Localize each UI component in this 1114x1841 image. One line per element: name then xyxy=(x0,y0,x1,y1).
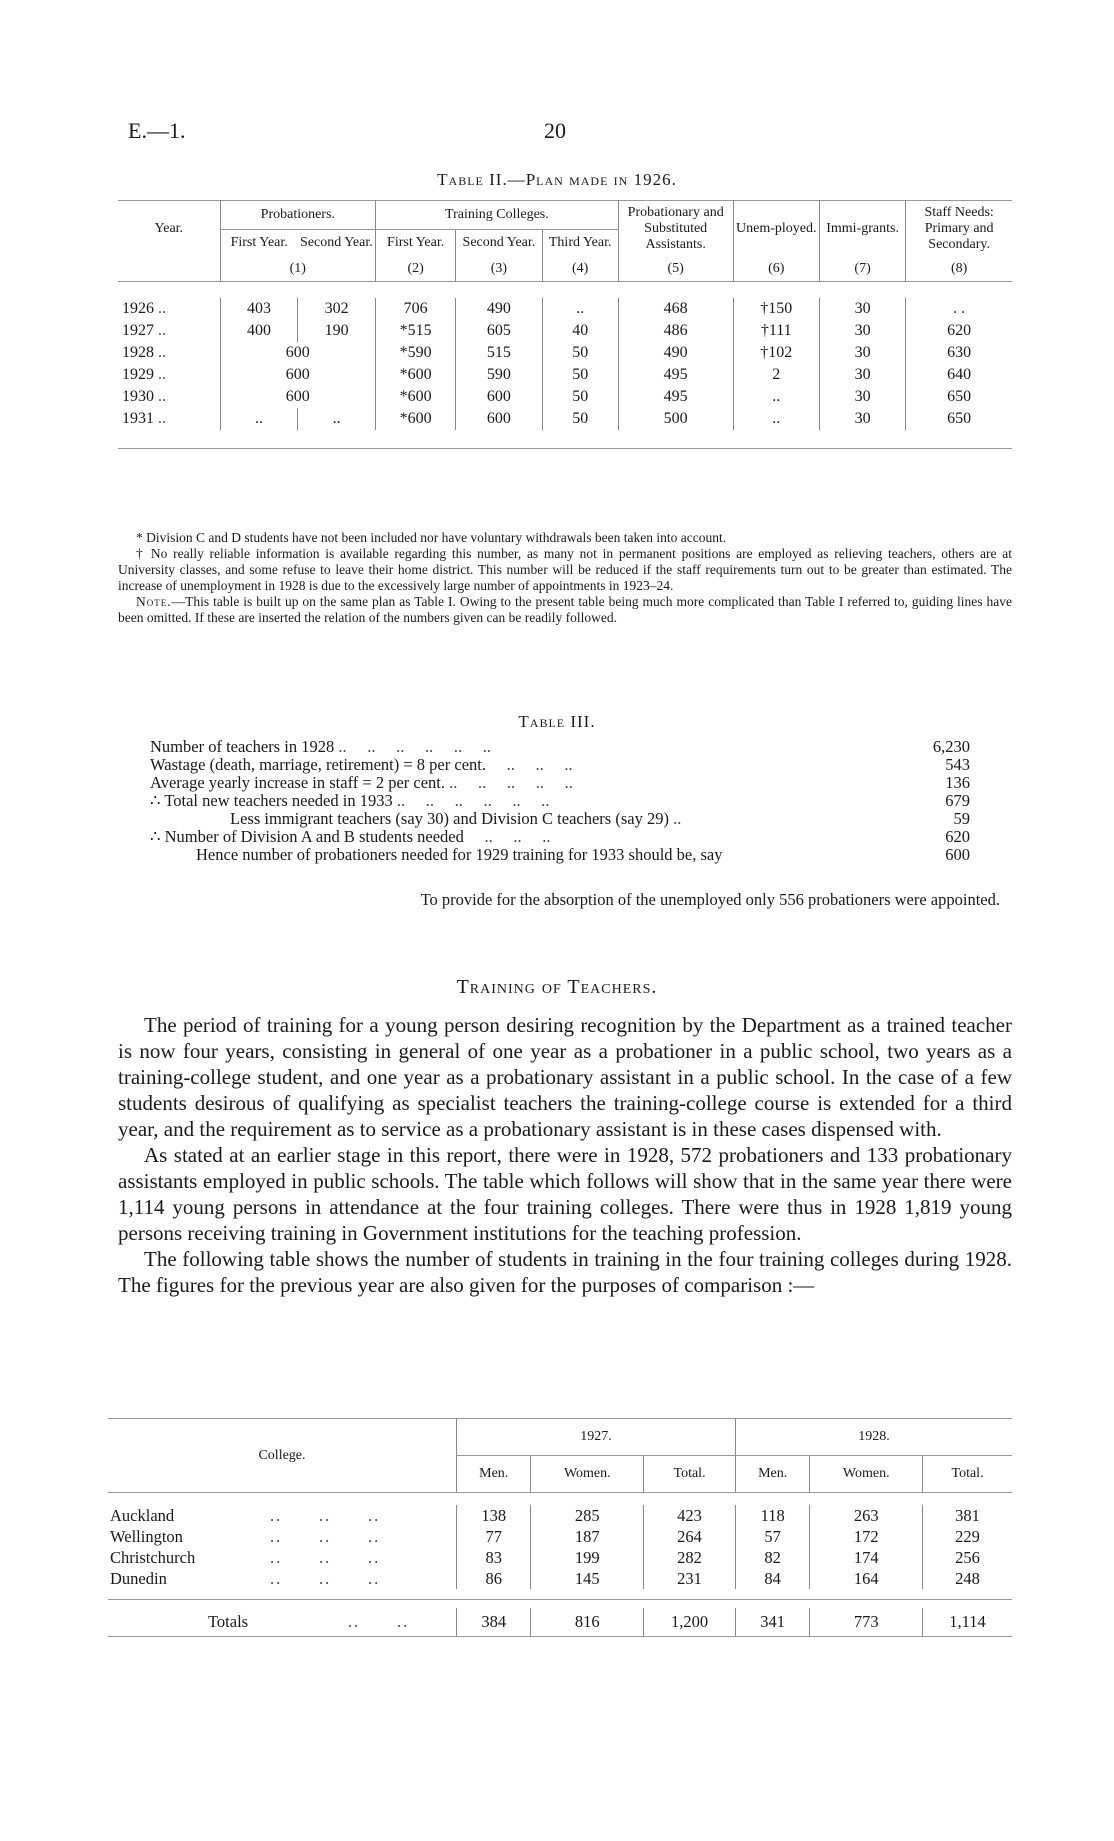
num-5: (5) xyxy=(618,257,733,282)
table-row: 1931 .. .. .. *600 600 50 500 .. 30 650 xyxy=(118,408,1012,430)
col-prob-second-year: Second Year. xyxy=(300,235,373,251)
num-7: (7) xyxy=(819,257,905,282)
group-1928: 1928. xyxy=(735,1419,1012,1456)
section-heading: Training of Teachers. xyxy=(456,976,658,998)
paragraph-3: The following table shows the number of students in training in the four training colleges during 1928. The figures for the previous year are also given for the purposes of comparison :— xyxy=(118,1247,1012,1297)
col-prob-first-year: First Year. xyxy=(220,229,298,257)
college-table xyxy=(108,1418,1012,1637)
table3-line: Less immigrant teachers (say 30) and Division C teachers (say 29) .. 59 xyxy=(230,809,970,828)
table2-notes xyxy=(118,530,1012,626)
table-row: 1926 .. 403 302 706 490 .. 468 †150 30 . . xyxy=(118,298,1012,320)
table2 xyxy=(118,200,1012,449)
table-row: Christchurch .. .. .. 83 199 282 82 174 256 xyxy=(108,1547,1012,1568)
col-immigrants: Immi-grants. xyxy=(819,201,905,258)
col-men-1928: Men. xyxy=(735,1456,809,1493)
table3 xyxy=(150,738,1000,864)
table-row: Auckland .. .. .. 138 285 423 118 263 381 xyxy=(108,1505,1012,1526)
col-college: College. xyxy=(258,1447,306,1463)
table3-line: ∴ Number of Division A and B students needed .. .. .. 620 xyxy=(150,827,970,846)
num-1: (1) xyxy=(220,257,375,282)
note-general: Note.—This table is built up on the same plan as Table I. Owing to the present table being much more complicated than Table I referred to, guiding lines have been omitted. If these are inserted the relation of the numbers given can be readily followed. xyxy=(118,594,1012,625)
num-3: (3) xyxy=(456,257,542,282)
table3-line: ∴ Total new teachers needed in 1933 .. .. .. .. .. .. 679 xyxy=(150,791,970,810)
num-2: (2) xyxy=(376,257,456,282)
table-row: Wellington .. .. .. 77 187 264 57 172 229 xyxy=(108,1526,1012,1547)
col-tc-third-year: Third Year. xyxy=(542,229,618,257)
col-staff-needs: Staff Needs: Primary and Secondary. xyxy=(906,201,1012,258)
table3-line: Average yearly increase in staff = 2 per cent. .. .. .. .. .. 136 xyxy=(150,773,970,792)
totals-row: Totals .. .. 384 816 1,200 341 773 1,114 xyxy=(108,1608,1012,1637)
col-unemployed: Unem-ployed. xyxy=(733,201,819,258)
note-star: * Division C and D students have not been included nor have voluntary withdrawals been taken into account. xyxy=(136,530,727,545)
col-tc-second-year: Second Year. xyxy=(456,229,542,257)
col-probationary-assistants: Probationary and Substituted Assistants. xyxy=(618,201,733,258)
col-tc-first-year: First Year. xyxy=(376,229,456,257)
col-total-1928: Total. xyxy=(923,1456,1012,1493)
group-training-colleges: Training Colleges. xyxy=(376,201,619,230)
table3-line: Number of teachers in 1928 .. .. .. .. .. .. 6,230 xyxy=(150,737,970,756)
paragraph-2: As stated at an earlier stage in this report, there were in 1928, 572 probationers and 133 probationary assistants employed in public schools. The table which follows will show that in the same year there were 1,114 young persons in attendance at the four training colleges. There were thus in 1928 1,819 young persons receiving training in Government institutions for the teaching profession. xyxy=(118,1143,1012,1245)
page-number: 20 xyxy=(544,118,566,143)
col-women-1927: Women. xyxy=(531,1456,644,1493)
num-6: (6) xyxy=(733,257,819,282)
table-row: 1928 .. 600 *590 515 50 490 †102 30 630 xyxy=(118,342,1012,364)
section-body xyxy=(118,1012,1012,1298)
table-row: 1930 .. 600 *600 600 50 495 .. 30 650 xyxy=(118,386,1012,408)
table3-title: Table III. xyxy=(518,712,596,731)
col-total-1927: Total. xyxy=(644,1456,736,1493)
table3-footer: To provide for the absorption of the unemployed only 556 probationers were appointed. xyxy=(420,890,1000,909)
table3-line: Wastage (death, marriage, retirement) = 8 per cent. .. .. .. 543 xyxy=(150,755,970,774)
group-probationers: Probationers. xyxy=(220,201,375,230)
table-row: 1927 .. 400 190 *515 605 40 486 †111 30 620 xyxy=(118,320,1012,342)
table3-line: Hence number of probationers needed for 1929 training for 1933 should be, say 600 xyxy=(196,845,970,864)
col-women-1928: Women. xyxy=(810,1456,923,1493)
col-year: Year. xyxy=(154,221,184,236)
note-dagger: † No really reliable information is available regarding this number, as many not in permanent positions are employed as relieving teachers, others are at University classes, and some refuse to leave their home district. This number will be reduced if the staff requirements turn out to be greater than estimated. The increase of unemployment in 1928 is due to the excessively large number of appointments in 1923–24. xyxy=(118,546,1012,593)
group-1927: 1927. xyxy=(457,1419,736,1456)
col-men-1927: Men. xyxy=(457,1456,531,1493)
table-row: Dunedin .. .. .. 86 145 231 84 164 248 xyxy=(108,1568,1012,1589)
table2-title: Table II.—Plan made in 1926. xyxy=(437,170,677,189)
table-row: 1929 .. 600 *600 590 50 495 2 30 640 xyxy=(118,364,1012,386)
document-code: E.—1. xyxy=(128,118,186,143)
num-8: (8) xyxy=(906,257,1012,282)
num-4: (4) xyxy=(542,257,618,282)
paragraph-1: The period of training for a young person desiring recognition by the Department as a trained teacher is now four years, consisting in general of one year as a probationer in a public school, two years as a training-college student, and one year as a probationary assistant in a public school. In the case of a few students desirous of qualifying as specialist teachers the training-college course is extended for a third year, and the requirement as to service as a probationary assistant is in these cases dispensed with. xyxy=(118,1013,1012,1141)
